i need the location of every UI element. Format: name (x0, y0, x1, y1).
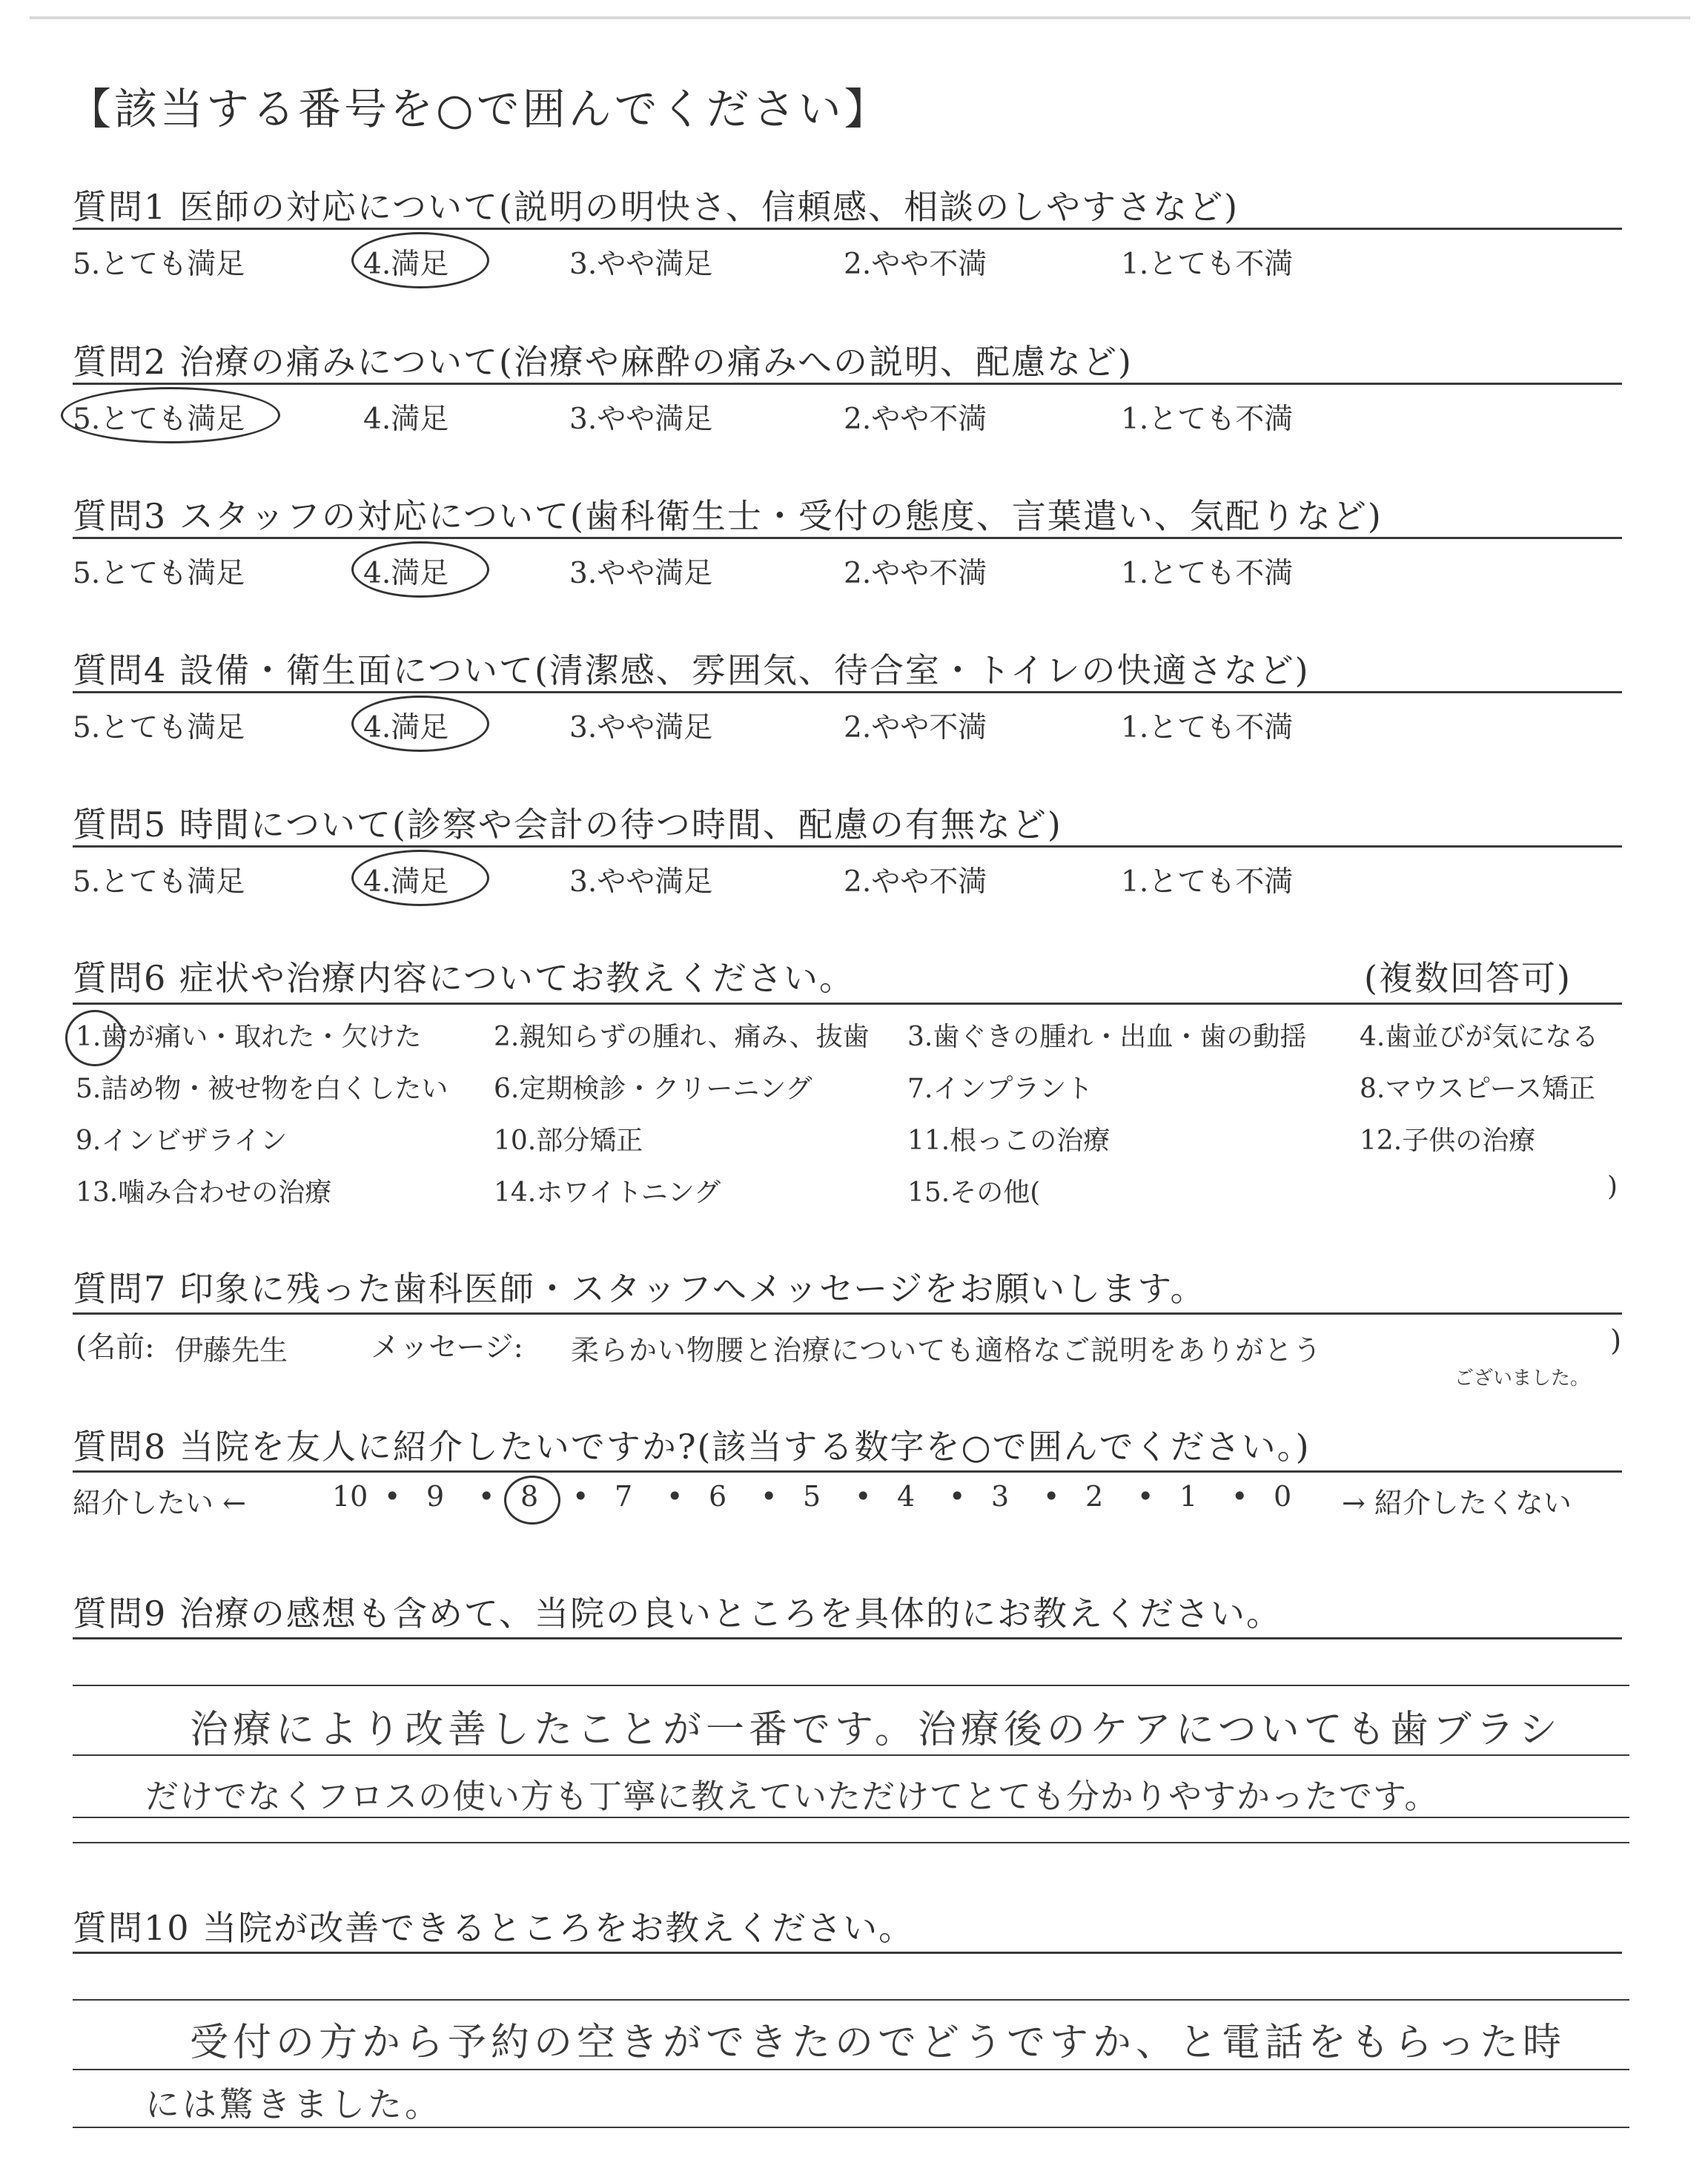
message-label: メッセージ: (371, 1331, 523, 1364)
question-1-rule (73, 228, 1622, 230)
hand-drawn-circle (61, 387, 280, 443)
symptom-option[interactable]: 15.その他( (907, 1178, 1041, 1208)
answer-line (73, 2127, 1629, 2128)
question-10-title: 質問10 当院が改善できるところをお教えください。 (73, 1908, 915, 1948)
symptom-option[interactable]: 9.インビザライン (76, 1126, 288, 1156)
question-5-option[interactable]: 5.とても満足 (73, 865, 245, 899)
answer-line (73, 1842, 1629, 1843)
answer-line (73, 1999, 1629, 2001)
name-label: (名前: (76, 1331, 155, 1364)
question-1-option[interactable]: 4.満足 (363, 248, 449, 281)
question-6-rule (73, 1003, 1622, 1005)
question-4-option[interactable]: 1.とても不満 (1121, 711, 1294, 744)
question-3-option[interactable]: 1.とても不満 (1121, 557, 1294, 590)
question-1-title: 質問1 医師の対応について(説明の明快さ、信頼感、相談のしやすさなど) (73, 187, 1239, 227)
recommend-left-label: 紹介したい ← (73, 1487, 246, 1519)
question-5-option[interactable]: 4.満足 (363, 865, 449, 899)
question-2-option[interactable]: 1.とても不満 (1121, 403, 1294, 436)
recommend-score[interactable]: 10 (332, 1480, 368, 1513)
symptom-option[interactable]: 1.歯が痛い・取れた・欠けた (76, 1022, 422, 1052)
hand-drawn-circle (351, 850, 489, 906)
question-2-rule (73, 383, 1622, 385)
scale-separator: • (761, 1480, 778, 1513)
answer-line (73, 1685, 1629, 1686)
question-6-note: (複数回答可) (1364, 958, 1572, 998)
symptom-option: ) (1607, 1172, 1618, 1202)
answer-line (73, 2069, 1629, 2070)
question-8-rule (73, 1470, 1622, 1473)
hand-drawn-circle (351, 696, 489, 752)
question-5-option[interactable]: 2.やや不満 (844, 865, 987, 899)
question-3-option[interactable]: 3.やや満足 (569, 557, 713, 590)
recommend-score[interactable]: 6 (709, 1480, 727, 1513)
scale-separator: • (478, 1480, 495, 1513)
symptom-option[interactable]: 11.根っこの治療 (907, 1126, 1110, 1156)
recommend-right-label: → 紹介したくない (1342, 1487, 1572, 1519)
symptom-option[interactable]: 3.歯ぐきの腫れ・出血・歯の動揺 (907, 1022, 1307, 1052)
question-5-rule (73, 845, 1622, 848)
name-value: 伊藤先生 (175, 1334, 288, 1367)
question-2-option[interactable]: 4.満足 (363, 403, 449, 436)
question-4-rule (73, 691, 1622, 693)
scale-separator: • (1231, 1480, 1248, 1513)
question-10-rule (73, 1952, 1622, 1954)
symptom-option[interactable]: 10.部分矯正 (494, 1126, 643, 1156)
question-3-option[interactable]: 4.満足 (363, 557, 449, 590)
question-2-option[interactable]: 3.やや満足 (569, 403, 713, 436)
scale-separator: • (572, 1480, 589, 1513)
scale-separator: • (384, 1480, 401, 1513)
symptom-option[interactable]: 5.詰め物・被せ物を白くしたい (76, 1074, 448, 1104)
scale-separator: • (1137, 1480, 1154, 1513)
recommend-score[interactable]: 2 (1085, 1480, 1104, 1513)
symptom-option[interactable]: 13.噛み合わせの治療 (76, 1178, 332, 1208)
recommend-score[interactable]: 3 (991, 1480, 1010, 1513)
scale-separator: • (855, 1480, 872, 1513)
scale-separator: • (666, 1480, 683, 1513)
scale-separator: • (949, 1480, 966, 1513)
question-1-option[interactable]: 3.やや満足 (569, 248, 713, 281)
message-value-continued: ございました。 (1454, 1367, 1590, 1390)
symptom-option[interactable]: 14.ホワイトニング (494, 1178, 721, 1208)
question-2-option[interactable]: 2.やや不満 (844, 403, 987, 436)
question-4-option[interactable]: 2.やや不満 (844, 711, 987, 744)
page-heading: 【該当する番号を○で囲んでください】 (68, 84, 890, 134)
symptom-option[interactable]: 4.歯並びが気になる (1360, 1022, 1599, 1052)
answer-line (73, 1754, 1629, 1756)
question-2-title: 質問2 治療の痛みについて(治療や麻酔の痛みへの説明、配慮など) (73, 342, 1133, 382)
recommend-score[interactable]: 4 (897, 1480, 916, 1513)
message-value: 柔らかい物腰と治療についても適格なご説明をありがとう (571, 1334, 1323, 1367)
hand-drawn-circle (504, 1476, 560, 1525)
q9-answer-line-1: 治療により改善したことが一番です。治療後のケアについても歯ブラシ (190, 1708, 1562, 1752)
question-1-option[interactable]: 1.とても不満 (1121, 248, 1294, 281)
recommend-score[interactable]: 8 (520, 1480, 539, 1513)
question-5-option[interactable]: 3.やや満足 (569, 865, 713, 899)
recommend-score[interactable]: 5 (803, 1480, 821, 1513)
question-9-rule (73, 1637, 1622, 1639)
question-5-option[interactable]: 1.とても不満 (1121, 865, 1294, 899)
question-8-title: 質問8 当院を友人に紹介したいですか?(該当する数字を○で囲んでください。) (73, 1427, 1311, 1467)
question-3-option[interactable]: 5.とても満足 (73, 557, 245, 590)
question-4-option[interactable]: 3.やや満足 (569, 711, 713, 744)
recommend-score[interactable]: 7 (615, 1480, 633, 1513)
question-3-rule (73, 537, 1622, 539)
q9-answer-line-2: だけでなくフロスの使い方も丁寧に教えていただけてとても分かりやすかったです。 (145, 1777, 1439, 1816)
question-1-option[interactable]: 5.とても満足 (73, 248, 245, 281)
symptom-option[interactable]: 2.親知らずの腫れ、痛み、抜歯 (494, 1022, 870, 1052)
hand-drawn-circle (65, 1010, 125, 1066)
question-9-title: 質問9 治療の感想も含めて、当院の良いところを具体的にお教えください。 (73, 1593, 1282, 1634)
question-6-title: 質問6 症状や治療内容についてお教えください。 (73, 958, 855, 998)
question-7-rule (73, 1312, 1622, 1315)
question-2-option[interactable]: 5.とても満足 (73, 403, 245, 436)
recommend-score[interactable]: 1 (1179, 1480, 1198, 1513)
symptom-option[interactable]: 6.定期検診・クリーニング (494, 1074, 812, 1104)
symptom-option[interactable]: 7.インプラント (907, 1074, 1093, 1104)
question-3-title: 質問3 スタッフの対応について(歯科衛生士・受付の態度、言葉遣い、気配りなど) (73, 496, 1383, 536)
scale-separator: • (1043, 1480, 1060, 1513)
recommend-score[interactable]: 9 (426, 1480, 445, 1513)
recommend-score[interactable]: 0 (1274, 1480, 1292, 1513)
question-3-option[interactable]: 2.やや不満 (844, 557, 987, 590)
question-5-title: 質問5 時間について(診察や会計の待つ時間、配慮の有無など) (73, 805, 1062, 845)
question-4-title: 質問4 設備・衛生面について(清潔感、雰囲気、待合室・トイレの快適さなど) (73, 650, 1310, 690)
question-4-option[interactable]: 4.満足 (363, 711, 449, 744)
question-7-title: 質問7 印象に残った歯科医師・スタッフへメッセージをお願いします。 (73, 1269, 1206, 1309)
message-close: ) (1610, 1324, 1622, 1358)
question-1-option[interactable]: 2.やや不満 (844, 248, 987, 281)
symptom-option[interactable]: 12.子供の治療 (1360, 1126, 1536, 1156)
question-4-option[interactable]: 5.とても満足 (73, 711, 245, 744)
q10-answer-line-2: には驚きました。 (145, 2084, 442, 2124)
hand-drawn-circle (351, 232, 489, 288)
symptom-option[interactable]: 8.マウスピース矯正 (1360, 1074, 1596, 1104)
scan-edge (30, 16, 1690, 19)
q10-answer-line-1: 受付の方から予約の空きができたのでどうですか、と電話をもらった時 (190, 2021, 1566, 2065)
hand-drawn-circle (351, 541, 489, 598)
